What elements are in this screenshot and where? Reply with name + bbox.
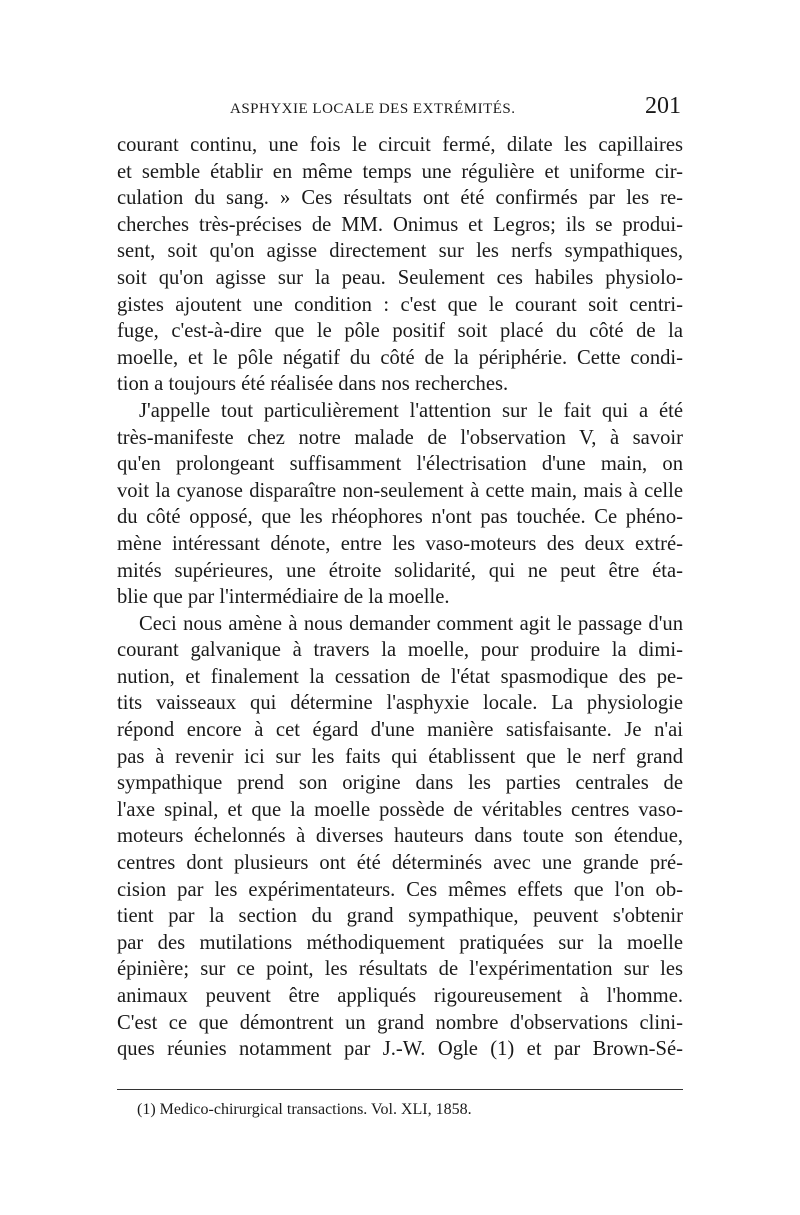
text-line: qu'en prolongeant suffisamment l'électrisation d'une main, on xyxy=(117,453,683,476)
text-line: tient par la section du grand sympathique, peuvent s'obtenir xyxy=(117,905,683,928)
page-header xyxy=(117,93,683,127)
text-line: tion a toujours été réalisée dans nos recherches. xyxy=(117,373,509,396)
text-line: tits vaisseaux qui détermine l'asphyxie locale. La physiologie xyxy=(117,692,683,715)
text-line: sympathique prend son origine dans les parties centrales de xyxy=(117,772,683,795)
text-line: C'est ce que démontrent un grand nombre d'observations clini- xyxy=(117,1011,683,1034)
text-line: fuge, c'est-à-dire que le pôle positif soit placé du côté de la xyxy=(117,320,683,343)
text-line: cherches très-précises de MM. Onimus et Legros; ils se produi- xyxy=(117,213,683,236)
text-line: J'appelle tout particulièrement l'attention sur le fait qui a été xyxy=(139,399,683,422)
text-line: par des mutilations méthodiquement pratiquées sur la moelle xyxy=(117,931,683,954)
text-line: courant galvanique à travers la moelle, pour produire la dimi- xyxy=(117,639,683,662)
body-text xyxy=(117,132,683,1063)
page-number: 201 xyxy=(645,93,681,119)
text-line: l'axe spinal, et que la moelle possède de véritables centres vaso- xyxy=(117,798,683,821)
text-line: pas à revenir ici sur les faits qui établissent que le nerf grand xyxy=(117,745,683,768)
text-line: nution, et finalement la cessation de l'état spasmodique des pe- xyxy=(117,665,683,688)
text-line: moelle, et le pôle négatif du côté de la périphérie. Cette condi- xyxy=(117,346,683,369)
text-line: animaux peuvent être appliqués rigoureusement à l'homme. xyxy=(117,985,683,1007)
text-line: gistes ajoutent une condition : c'est que le courant soit centri- xyxy=(117,293,683,316)
text-line: courant continu, une fois le circuit fermé, dilate les capillaires xyxy=(117,134,683,156)
text-line: épinière; sur ce point, les résultats de l'expérimentation sur les xyxy=(117,958,683,981)
footnote: (1) Medico-chirurgical transactions. Vol. XLI, 1858. xyxy=(137,1101,472,1118)
text-line: cision par les expérimentateurs. Ces mêmes effets que l'on ob- xyxy=(117,878,683,901)
text-line: moteurs échelonnés à diverses hauteurs dans toute son étendue, xyxy=(117,825,683,848)
text-line: centres dont plusieurs ont été déterminés avec une grande pré- xyxy=(117,852,683,875)
text-line: très-manifeste chez notre malade de l'observation V, à savoir xyxy=(117,426,683,449)
text-line: mène intéressant dénote, entre les vaso-moteurs des deux extré- xyxy=(117,532,683,555)
text-line: du côté opposé, que les rhéophores n'ont pas touchée. Ce phéno- xyxy=(117,506,683,529)
text-line: blie que par l'intermédiaire de la moelle. xyxy=(117,586,450,609)
text-line: mités supérieures, une étroite solidarité, qui ne peut être éta- xyxy=(117,559,683,582)
text-line: Ceci nous amène à nous demander comment agit le passage d'un xyxy=(139,612,683,635)
text-line: soit qu'on agisse sur la peau. Seulement ces habiles physiolo- xyxy=(117,266,683,289)
text-line: sent, soit qu'on agisse directement sur les nerfs sympathiques, xyxy=(117,240,683,263)
text-line: ques réunies notamment par J.-W. Ogle (1) et par Brown-Sé- xyxy=(117,1038,683,1061)
text-line: et semble établir en même temps une régulière et uniforme cir- xyxy=(117,160,683,183)
text-line: culation du sang. » Ces résultats ont été confirmés par les re- xyxy=(117,187,683,210)
text-line: répond encore à cet égard d'une manière satisfaisante. Je n'ai xyxy=(117,719,683,742)
text-line: voit la cyanose disparaître non-seulement à cette main, mais à celle xyxy=(117,479,683,502)
footnote-rule xyxy=(117,1089,683,1090)
running-title: ASPHYXIE LOCALE DES EXTRÉMITÉS. xyxy=(230,101,516,117)
